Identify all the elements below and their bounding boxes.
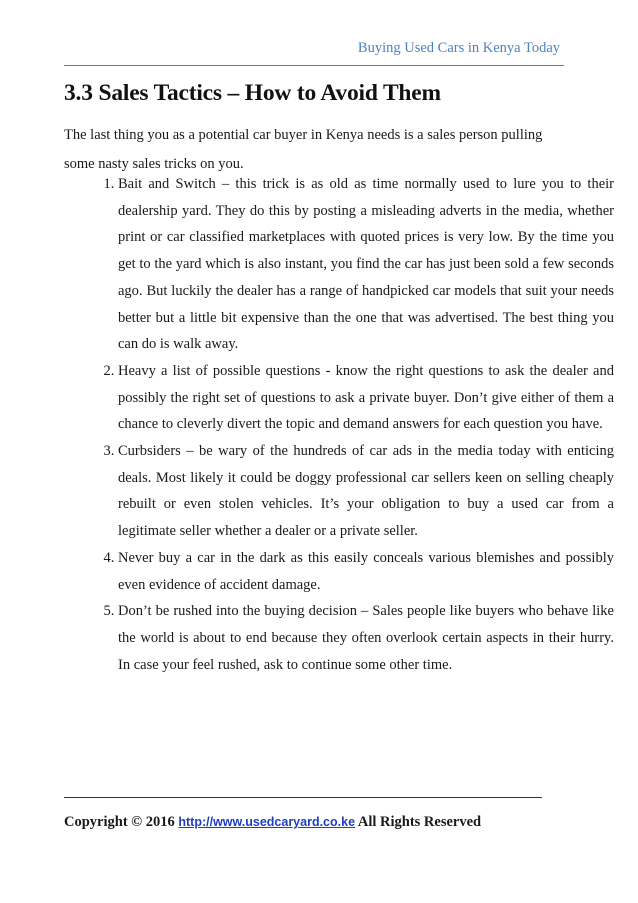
footer: [64, 814, 481, 831]
running-header: Buying Used Cars in Kenya Today: [357, 40, 560, 56]
header-divider: [64, 65, 564, 66]
sales-tactics-list: [64, 171, 614, 678]
intro-paragraph: The last thing you as a potential car buyer in Kenya needs is a sales person pulling some nasty sales tricks on you.: [64, 127, 543, 172]
list-item: 3. Curbsiders – be wary of the hundreds of car ads in the media today with enticing deals. Most likely it could be doggy professional car sellers keen on selling cheaply rebuilt or even stolen vehicles. It’s your obligation to buy a used car from a legitimate seller whether a dealer or a private seller.: [118, 438, 614, 545]
footer-rights: All Rights Reserved: [357, 814, 482, 830]
section-title: 3.3 Sales Tactics – How to Avoid Them: [64, 80, 441, 106]
list-item: 2. Heavy a list of possible questions - know the right questions to ask the dealer and possibly the right set of questions to ask a private buyer. Don’t give either of them a chance to cleverly divert the topic and demand answers for each question you have.: [118, 358, 614, 438]
list-item: 1. Bait and Switch – this trick is as old as time normally used to lure you to their dealership yard. They do this by posting a misleading adverts in the media, whether print or car classified marketplaces with quoted prices is very low. By the time you get to the yard which is also instant, you find the car has just been sold a few seconds ago. But luckily the dealer has a range of handpicked car models that suit your needs better but a little bit expensive than the one that was advertised. The best thing you can do is walk away.: [118, 171, 614, 358]
list-item: 4. Never buy a car in the dark as this easily conceals various blemishes and possibly even evidence of accident damage.: [118, 545, 614, 598]
list-item: 5. Don’t be rushed into the buying decision – Sales people like buyers who behave like the world is about to end because they often overlook certain aspects in their hurry. In case your feel rushed, ask to continue some other time.: [118, 598, 614, 678]
footer-website-link[interactable]: http://www.usedcaryard.co.ke: [178, 815, 356, 829]
footer-divider: [64, 797, 542, 798]
footer-copyright: Copyright © 2016: [64, 814, 175, 830]
